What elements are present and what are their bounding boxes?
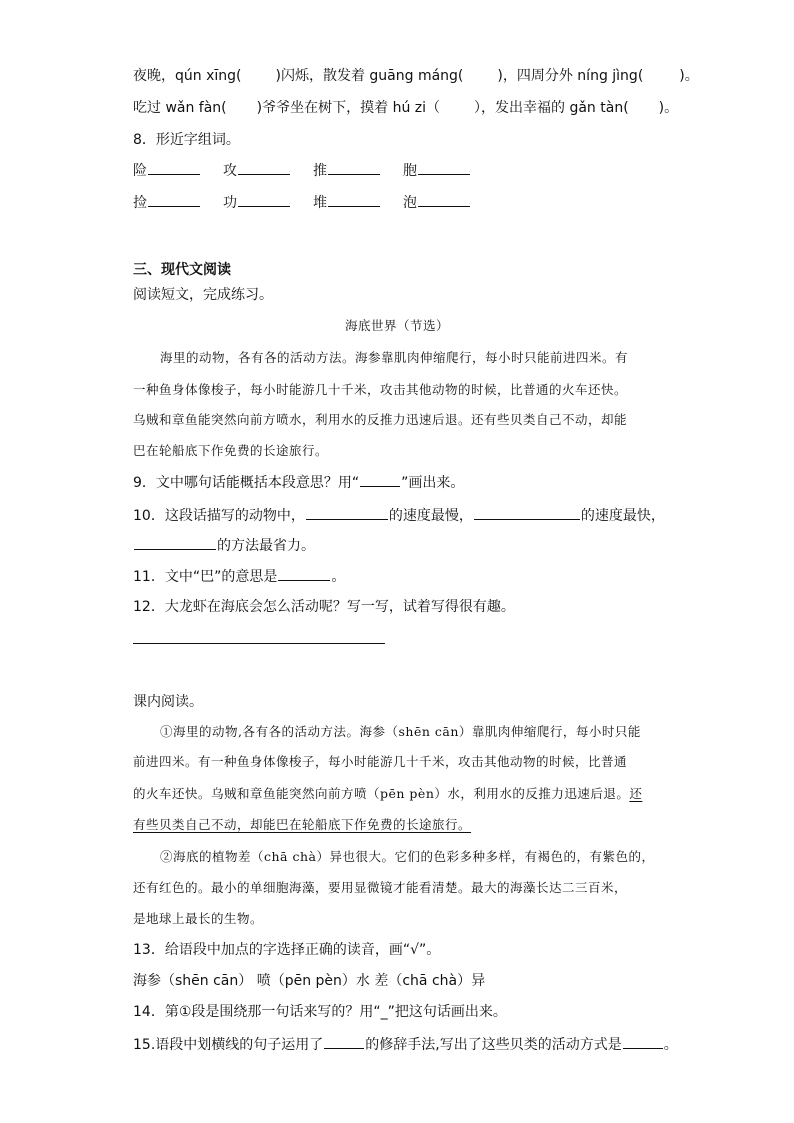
q10-text-b: 的速度最慢，	[388, 508, 473, 524]
q10-line-1	[133, 505, 665, 526]
q15-text-c: 。	[663, 1037, 678, 1053]
q7-l2-part3: ），发出幸福的 gǎn tàn(	[474, 100, 629, 116]
q8-char: 胞	[403, 163, 417, 179]
q7-l2-part2: )爷爷坐在树下，摸着 hú zi（	[256, 100, 441, 116]
q8-row-2	[133, 192, 471, 213]
answer-blank[interactable]	[278, 566, 330, 581]
q11-text-a: 11．文中“巴”的意思是	[133, 569, 278, 585]
p1-line	[133, 784, 642, 804]
q8-char: 功	[223, 195, 237, 211]
section-3-heading: 三、现代文阅读	[133, 262, 231, 278]
passage-title: 海底世界（节选）	[344, 318, 449, 333]
answer-blank[interactable]	[623, 1034, 663, 1049]
answer-blank[interactable]	[238, 160, 290, 175]
q9-text-b: ”画出来。	[401, 475, 465, 491]
answer-blank[interactable]	[148, 160, 200, 175]
q15-text-a: 15.语段中划横线的句子运用了	[133, 1037, 324, 1053]
q8-char: 泡	[403, 195, 417, 211]
answer-blank[interactable]	[474, 505, 580, 520]
q11	[133, 566, 345, 587]
q7-line-1	[133, 66, 699, 86]
q10-line-2	[133, 535, 315, 556]
q12-answer-line[interactable]	[133, 643, 385, 644]
p1-line: 前进四米。有一种鱼身体像梭子，每小时能游几十千米，攻击其他动物的时候，比普通	[133, 754, 628, 769]
q15-text-b: 的修辞手法,写出了这些贝类的活动方式是	[365, 1037, 622, 1053]
q8-title: 8．形近字组词。	[133, 132, 240, 148]
p2-line: 还有红色的。最小的单细胞海藻，要用显微镜才能看清楚。最大的海藻长达二三百米，	[133, 880, 628, 895]
q8-row-1	[133, 160, 471, 181]
q7-l2-part4: )。	[658, 100, 679, 116]
q8-char: 攻	[223, 163, 237, 179]
p1-line: ①海里的动物,各有各的活动方法。海参（shēn cān）靠肌肉伸缩爬行，每小时只能	[160, 724, 641, 739]
passage-line: 海里的动物，各有各的活动方法。海参靠肌肉伸缩爬行，每小时只能前进四米。有	[160, 350, 629, 365]
passage-line: 乌贼和章鱼能突然向前方喷水，利用水的反推力迅速后退。还有些贝类自己不动，却能	[133, 412, 628, 427]
p1-line-text: 的火车还快。乌贼和章鱼能突然向前方喷（pēn pèn）水，利用水的反推力迅速后退。	[133, 786, 630, 801]
section-3-instruction: 阅读短文，完成练习。	[133, 287, 273, 303]
answer-blank[interactable]	[238, 192, 290, 207]
answer-blank[interactable]	[134, 535, 216, 550]
q9-text-a: 9．文中哪句话能概括本段意思？用“	[133, 475, 360, 491]
q8-char: 推	[313, 163, 327, 179]
passage-line: 一种鱼身体像梭子，每小时能游几十千米，攻击其他动物的时候，比普通的火车还快。	[133, 382, 628, 397]
underlined-sentence-start: 还	[629, 786, 643, 801]
q8-char: 险	[133, 163, 147, 179]
passage-line: 巴在轮船底下作免费的长途旅行。	[133, 443, 329, 458]
answer-blank[interactable]	[328, 192, 380, 207]
q7-l2-part1: 吃过 wǎn fàn(	[133, 100, 227, 116]
answer-blank[interactable]	[418, 160, 470, 175]
p2-line: 是地球上最长的生物。	[133, 911, 264, 926]
answer-blank[interactable]	[328, 160, 380, 175]
p2-line: ②海底的植物差（chā chà）异也很大。它们的色彩多种多样，有褐色的，有紫色的，	[160, 849, 655, 864]
q7-l1-part2: )闪烁，散发着 guāng máng(	[275, 68, 464, 84]
q7-l1-part3: )，四周分外 níng jìng(	[497, 68, 644, 84]
underlined-sentence: 有些贝类自己不动，却能巴在轮船底下作免费的长途旅行。	[133, 817, 472, 832]
answer-blank[interactable]	[418, 192, 470, 207]
q8-char: 捡	[133, 195, 147, 211]
answer-blank[interactable]	[306, 505, 388, 520]
q9	[133, 472, 464, 493]
q7-l1-part1: 夜晚，qún xīng(	[133, 68, 242, 84]
answer-blank[interactable]	[148, 192, 200, 207]
q10-text-a: 10．这段话描写的动物中，	[133, 508, 305, 524]
q8-char: 堆	[313, 195, 327, 211]
p1-line	[133, 815, 471, 835]
q10-text-c: 的速度最快，	[580, 508, 665, 524]
q7-line-2	[133, 98, 678, 118]
q13: 13．给语段中加点的字选择正确的读音，画“√”。	[133, 942, 441, 958]
answer-blank[interactable]	[360, 472, 400, 487]
section-4-intro: 课内阅读。	[133, 694, 203, 710]
q12: 12．大龙虾在海底会怎么活动呢？写一写，试着写得很有趣。	[133, 599, 515, 615]
q14: 14．第①段是围绕那一句话来写的？用“_”把这句话画出来。	[133, 1004, 507, 1020]
q15	[133, 1034, 678, 1055]
q7-l1-part4: )。	[679, 68, 699, 84]
answer-blank[interactable]	[324, 1034, 364, 1049]
q11-text-b: 。	[331, 569, 346, 585]
q10-text-d: 的方法最省力。	[217, 538, 315, 554]
q13-options[interactable]: 海参（shēn cān） 喷（pēn pèn）水 差（chā chà）异	[133, 973, 486, 989]
